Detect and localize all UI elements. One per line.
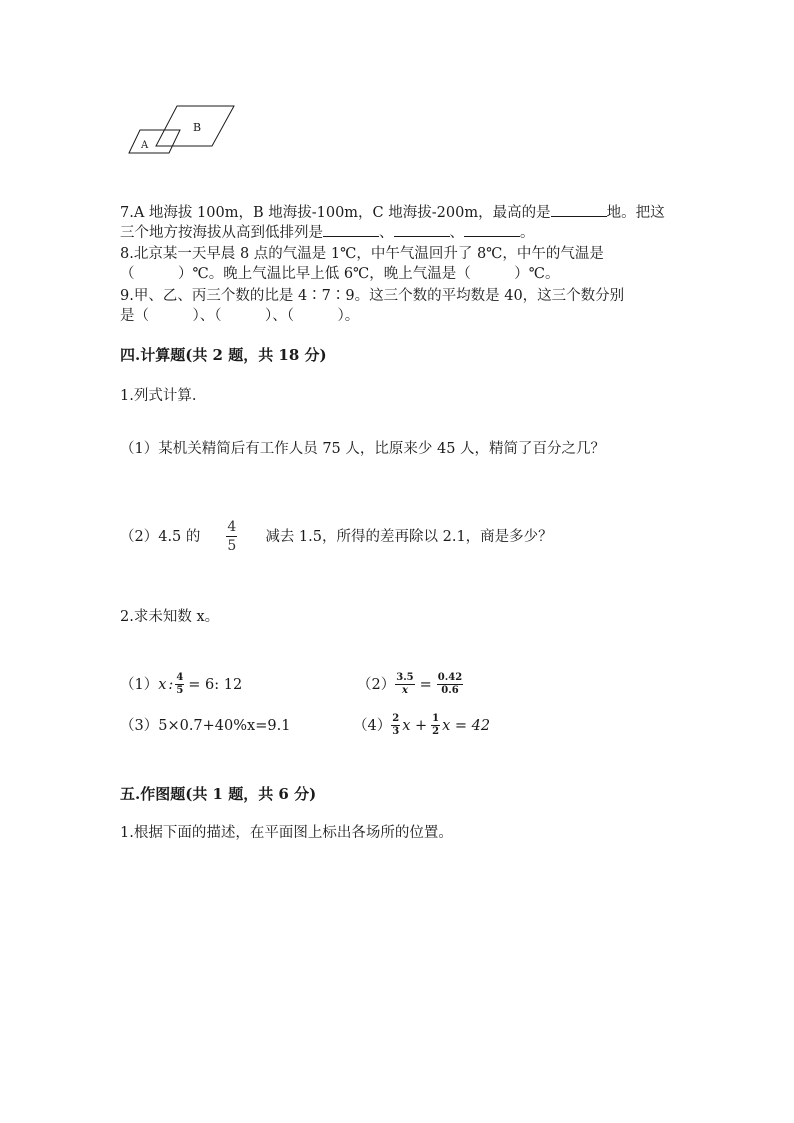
- question-8-line1: 8.北京某一天早晨 8 点的气温是 1℃，中午气温回升了 8℃，中午的气温是: [120, 246, 604, 262]
- parallelogram-figure: [120, 98, 250, 160]
- fraction-1-2: $\frac{1}{2}$: [432, 713, 440, 737]
- calc-question-1-2: （2）4.5 的 $\frac{4}{5}$ 减去 1.5，所得的差再除以 2.1，商是多少？: [120, 519, 553, 554]
- answer-blank[interactable]: [551, 202, 607, 217]
- label-b: B: [193, 121, 202, 134]
- answer-blank[interactable]: [394, 222, 450, 237]
- fraction-four-fifths: $\frac{4}{5}$: [227, 519, 237, 554]
- question-9-line1: 9.甲、乙、丙三个数的比是 4∶7∶9。这三个数的平均数是 40，这三个数分别: [120, 288, 625, 304]
- equation-4: （4） $\frac{2}{3}$ x + $\frac{1}{2}$ x = 42: [353, 713, 491, 737]
- section-4-heading: 四.计算题(共 2 题，共 18 分): [120, 346, 327, 364]
- calc-question-1-title: 1.列式计算.: [120, 388, 197, 404]
- fraction-0.42-over-0.6: $\frac{0.42}{0.6}$: [437, 672, 463, 696]
- fraction-2-3: $\frac{2}{3}$: [392, 713, 400, 737]
- equation-1: （1） x : $\frac{4}{5}$ = 6: 12: [120, 672, 243, 696]
- answer-blank[interactable]: [464, 222, 520, 237]
- label-a: A: [141, 140, 149, 151]
- question-9-line2: 是（ ）、（ ）、（ ）。: [120, 308, 360, 324]
- equation-3: （3）5×0.7+40%x=9.1: [120, 718, 291, 734]
- fraction-4-5: $\frac{4}{5}$: [176, 672, 184, 696]
- question-7-line2: 三个地方按海拔从高到低排列是 、 、 。: [120, 222, 535, 243]
- question-7-line1: 7.A 地海拔 100m，B 地海拔-100m，C 地海拔-200m，最高的是 地。把这: [120, 202, 665, 223]
- question-8-line2: （ ）℃。晚上气温比早上低 6℃，晚上气温是（ ）℃。: [120, 266, 560, 282]
- drawing-question-1: 1.根据下面的描述，在平面图上标出各场所的位置。: [120, 825, 453, 841]
- fraction-3.5-over-x: $\frac{3.5}{x}$: [396, 672, 414, 696]
- calc-question-1-1: （1）某机关精简后有工作人员 75 人，比原来少 45 人，精简了百分之几？: [120, 441, 606, 457]
- equation-2: （2） $\frac{3.5}{x}$ = $\frac{0.42}{0.6}$: [357, 672, 463, 696]
- answer-blank[interactable]: [323, 222, 379, 237]
- parallelogram-a: [129, 130, 180, 153]
- section-5-heading: 五.作图题(共 1 题，共 6 分): [120, 785, 317, 803]
- calc-question-2-title: 2.求未知数 x。: [120, 609, 220, 625]
